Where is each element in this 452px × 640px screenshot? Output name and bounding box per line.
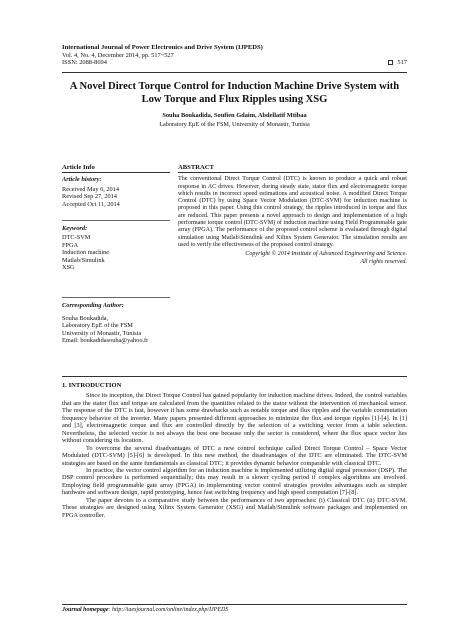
paper-title: A Novel Direct Torque Control for Induction Machine Drive System with Low Torque and Flux Ripples using XSG — [69, 81, 400, 105]
journal-header — [62, 44, 407, 67]
paragraph: To overcome the several disadvantages of DTC a new control technique called Direct Torque Control – Space Vector Modulated (DTC-SVM) [5]-[6] is developed. In this new method, the disadvantages of the DTC are eliminated. The DTC-SVM strategies are based on the same fundamentals as classical DTC; it provides dynamic behavior comparable with classical DTC. — [62, 444, 407, 467]
abstract-text: The conventional Direct Torque Control (DTC) is known to produce a quick and robust response in AC drives. However, during steady state, stator flux and electromagnetic torque which results in incorrect speed estimations and acoustical noise. A modified Direct Torque Control (DTC) by using Space Vector Modulation (DTC-SVM) for induction machine is proposed in this paper. Using this control strategy, the ripples introduced in torque and flux are reduced. This paper presents a novel approach to design and implementation of a high performane torque control (DTC-SVM) of induction machine using Field Programmable gate array (FPGA). The performance of the proposed control scheme is evaluated through digital simulation using Matlab\Simulink and Xilinx System Generator. The simulation results are used to verify the effectiveness of the proposed control strategy. — [178, 176, 407, 248]
section-heading: 1. INTRODUCTION — [62, 382, 122, 389]
received-date: Received May 6, 2014 — [62, 185, 120, 193]
divider — [62, 297, 170, 298]
corresponding-line: Laboratory EμE of the FSM — [62, 322, 133, 330]
authors: Souha Boukadida, Soufien Gdaim, Abdellatif Mtibaa — [162, 112, 307, 119]
keyword: XSG — [62, 264, 75, 272]
journal-name: International Journal of Power Electronics and Drive System (IJPEDS) — [62, 44, 263, 51]
corresponding-heading: Corresponding Author: — [62, 302, 124, 310]
article-info-heading: Article Info — [62, 164, 170, 173]
keyword: FPGA — [62, 241, 79, 249]
abstract-heading: ABSTRACT — [178, 164, 407, 173]
corresponding-line: Souha Boukadida, — [62, 314, 109, 322]
page-number: 517 — [397, 59, 407, 67]
homepage-link[interactable]: : http://iaesjournal.com/online/index.php/IJPEDS — [108, 607, 229, 613]
keyword: Matlab/Simulink — [62, 256, 105, 264]
abstract — [178, 164, 407, 266]
corresponding-email: Email: boukadidasouha@yahoo.fr — [62, 337, 149, 345]
keyword: Induction machine — [62, 249, 110, 257]
footer — [62, 607, 407, 613]
keywords-heading: Keyword: — [62, 225, 88, 233]
journal-volume: Vol. 4, No. 4, December 2014, pp. 517~527 — [62, 51, 174, 59]
divider — [62, 220, 170, 221]
accepted-date: Accepted Oct 11, 2014 — [62, 200, 120, 208]
paragraph: In practice, the vector control algorithm for an induction machine is implemented utilizing digital signal processor (DSP). The DSP control procedure is performed sequentially; this may result in a slower cycling period if complex algorithms are involved. Employing field programmable gate array (FPGA) in implementing vector control strategies provides advantages such as simpler hardware and software design, rapid prototyping, hence fast switching frequency and high speed computation [7]-[8]. — [62, 466, 407, 497]
affiliation: Laboratory EμE of the FSM, University of Monastir, Tunisia — [159, 121, 310, 128]
rights: All rights reserved. — [360, 258, 407, 265]
introduction-section — [62, 382, 407, 519]
section-divider — [62, 376, 407, 377]
homepage-label: Journal homepage — [62, 607, 109, 613]
revised-date: Revised Sep 27, 2014 — [62, 193, 117, 201]
paragraph: Since its inception, the Direct Torque Control has gained popularity for induction machine drives. Indeed, the control variables that are the stator flux and torque are calculated from the quantities related to the stator without the intervention of mechanical sensor. The response of the DTC is fast, however it has some drawbacks such as notable torque and flux ripples and the variable commutation frequency behavior of the inverter. Many papers presented different approaches to minimize the flux and torque ripples [1]-[4]. In [1] and [3], electromagnetic torque and flux are controlled directly by the selection of a switching vector from a table selection. Nevertheless, the selected vector is not always the best one because only the sector is considered, where the flux space vector lies without considering its location. — [62, 392, 407, 445]
keyword: DTC-SVM — [62, 234, 91, 242]
checkbox-icon — [388, 60, 393, 65]
article-info — [62, 164, 170, 345]
copyright: Copyright © 2014 Institute of Advanced Engineering and Science. — [245, 251, 407, 258]
header-divider — [62, 72, 407, 73]
footer-divider — [62, 604, 407, 605]
issn-row — [62, 59, 407, 67]
paragraph: The paper devotes to a comparative study between the performances of two approaches: (i) Classical DTC (ii) DTC-SVM. These strategies are designed using Xilinx System Generator (XSG) and Matlab/Simulink software packages and implemented on FPGA controller. — [62, 496, 407, 519]
issn: ISSN: 2088-8694 — [62, 59, 107, 67]
history-heading: Article history: — [62, 176, 102, 184]
corresponding-line: University of Monastir, Tunisia — [62, 329, 142, 337]
